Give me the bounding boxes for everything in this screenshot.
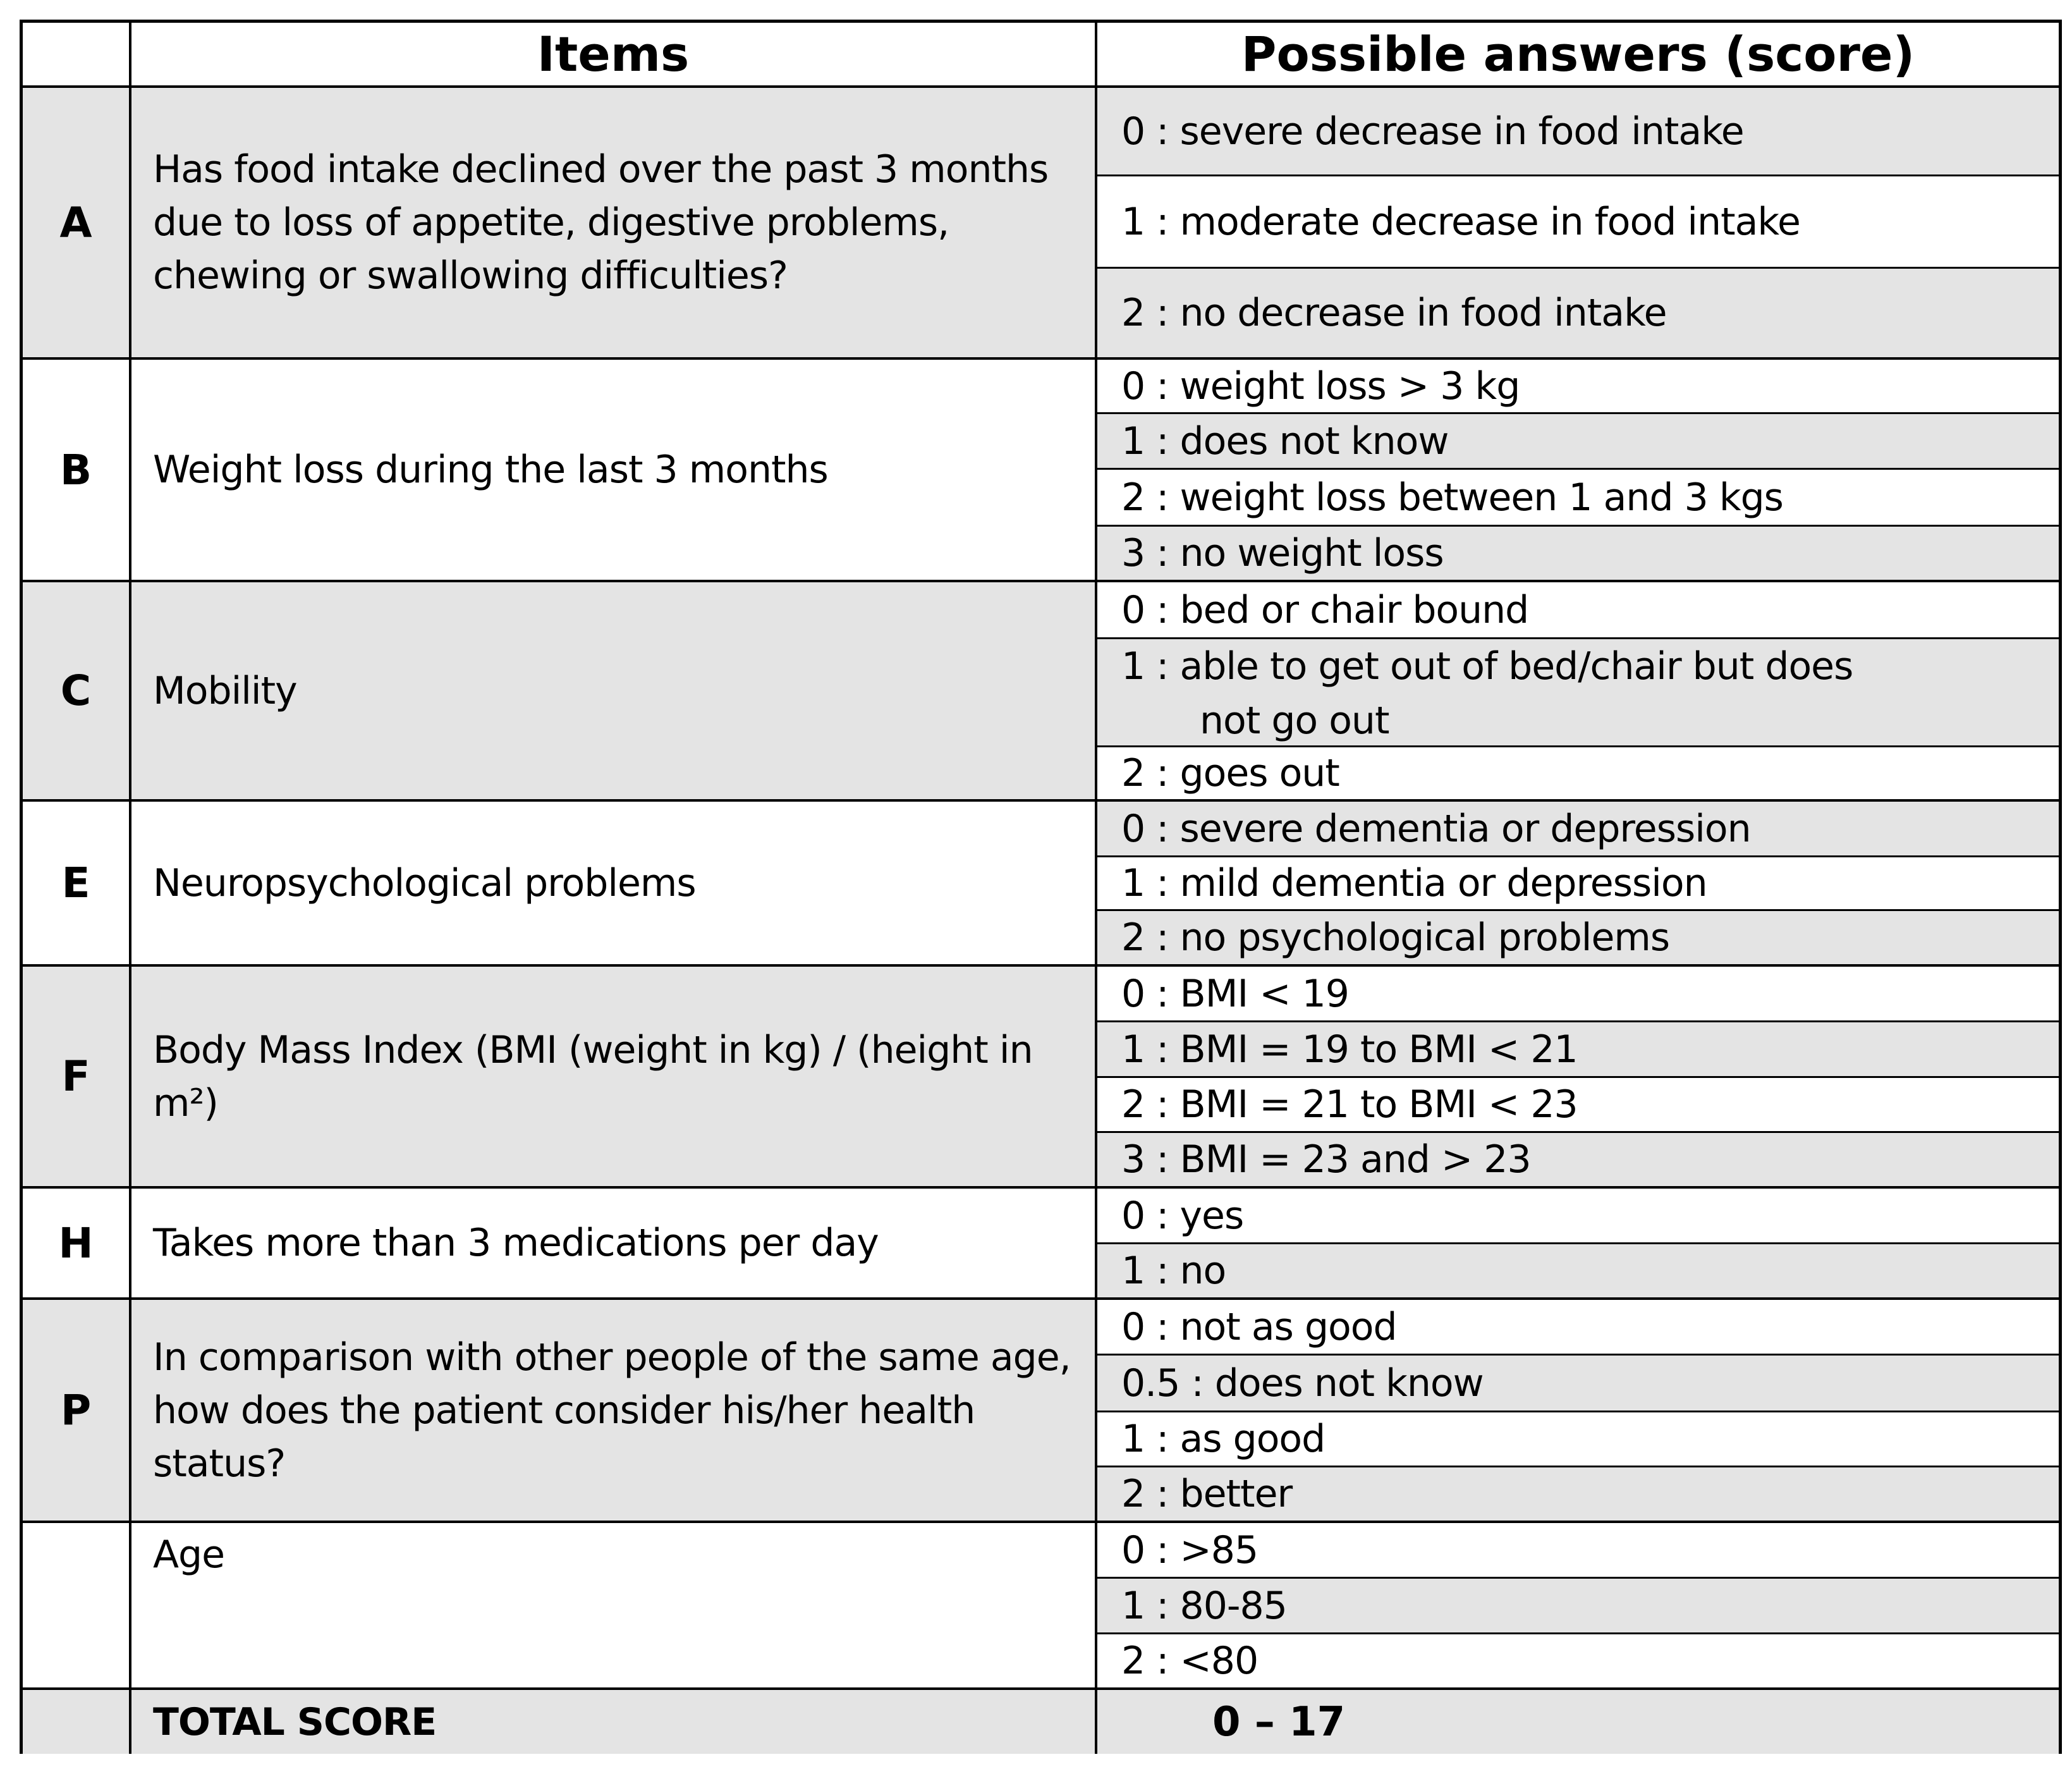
item-letter bbox=[23, 1523, 131, 1687]
item-letter: F bbox=[23, 967, 131, 1186]
item-question: Mobility bbox=[131, 582, 1097, 799]
answer-option: 2 : better bbox=[1097, 1467, 2059, 1521]
answer-option: 1 : moderate decrease in food intake bbox=[1097, 176, 2059, 269]
header-letter-cell bbox=[23, 23, 131, 85]
item-row-age bbox=[23, 1523, 2059, 1690]
answer-option: 0 : weight loss > 3 kg bbox=[1097, 360, 2059, 414]
answers-cell bbox=[1097, 1523, 2059, 1687]
item-question: Age bbox=[131, 1523, 1097, 1687]
total-label: TOTAL SCORE bbox=[131, 1690, 1097, 1754]
answer-option: 0 : BMI < 19 bbox=[1097, 967, 2059, 1022]
item-row-c bbox=[23, 582, 2059, 802]
answer-option: 1 : does not know bbox=[1097, 414, 2059, 470]
item-row-e bbox=[23, 802, 2059, 967]
header-row bbox=[23, 23, 2059, 88]
item-question: Weight loss during the last 3 months bbox=[131, 360, 1097, 580]
item-question: Neuropsychological problems bbox=[131, 802, 1097, 964]
answer-option: 0 : severe dementia or depression bbox=[1097, 802, 2059, 857]
answer-option: 2 : goes out bbox=[1097, 747, 2059, 799]
answer-option: 0 : yes bbox=[1097, 1189, 2059, 1244]
answers-cell bbox=[1097, 802, 2059, 964]
answer-option: 1 : no bbox=[1097, 1244, 2059, 1297]
answer-option: 3 : no weight loss bbox=[1097, 527, 2059, 580]
header-items: Items bbox=[131, 23, 1097, 85]
total-value: 0 – 17 bbox=[1097, 1690, 2059, 1754]
answer-option: 0 : not as good bbox=[1097, 1300, 2059, 1356]
answer-option: 1 : mild dementia or depression bbox=[1097, 857, 2059, 911]
answer-option bbox=[1097, 639, 2059, 747]
item-row-f bbox=[23, 967, 2059, 1189]
answers-cell bbox=[1097, 1189, 2059, 1297]
answer-option: 1 : BMI = 19 to BMI < 21 bbox=[1097, 1022, 2059, 1078]
answer-option: 0 : >85 bbox=[1097, 1523, 2059, 1579]
item-letter: B bbox=[23, 360, 131, 580]
item-letter: H bbox=[23, 1189, 131, 1297]
header-answers: Possible answers (score) bbox=[1097, 23, 2059, 85]
answer-option: 2 : BMI = 21 to BMI < 23 bbox=[1097, 1078, 2059, 1133]
answer-option: 3 : BMI = 23 and > 23 bbox=[1097, 1133, 2059, 1186]
answers-cell bbox=[1097, 582, 2059, 799]
item-row-a bbox=[23, 88, 2059, 360]
answer-option: 2 : no psychological problems bbox=[1097, 911, 2059, 964]
answers-cell bbox=[1097, 1300, 2059, 1521]
item-row-p bbox=[23, 1300, 2059, 1523]
answers-cell bbox=[1097, 967, 2059, 1186]
answer-option: 2 : <80 bbox=[1097, 1634, 2059, 1687]
answers-cell bbox=[1097, 88, 2059, 357]
item-question: Body Mass Index (BMI (weight in kg) / (height in m²) bbox=[131, 967, 1097, 1186]
answers-cell bbox=[1097, 360, 2059, 580]
total-letter-cell bbox=[23, 1690, 131, 1754]
total-row bbox=[23, 1690, 2059, 1754]
item-question: Has food intake declined over the past 3 months due to loss of appetite, digestive problems, chewing or swallowing difficulties? bbox=[131, 88, 1097, 357]
answer-option: 2 : no decrease in food intake bbox=[1097, 269, 2059, 357]
answer-option: 2 : weight loss between 1 and 3 kgs bbox=[1097, 470, 2059, 527]
item-row-b bbox=[23, 360, 2059, 582]
answer-option-continuation: not go out bbox=[1200, 699, 1389, 743]
item-question: In comparison with other people of the same age, how does the patient consider his/her health status? bbox=[131, 1300, 1097, 1521]
answer-option: 0.5 : does not know bbox=[1097, 1356, 2059, 1412]
answer-option: 0 : severe decrease in food intake bbox=[1097, 88, 2059, 176]
mna-score-table bbox=[20, 20, 2062, 1754]
item-letter: C bbox=[23, 582, 131, 799]
answer-option: 1 : as good bbox=[1097, 1412, 2059, 1467]
answer-option: 1 : 80-85 bbox=[1097, 1579, 2059, 1634]
item-letter: A bbox=[23, 88, 131, 357]
item-question: Takes more than 3 medications per day bbox=[131, 1189, 1097, 1297]
answer-option-text: 1 : able to get out of bed/chair but does bbox=[1121, 644, 1853, 689]
item-row-h bbox=[23, 1189, 2059, 1300]
answer-option: 0 : bed or chair bound bbox=[1097, 582, 2059, 639]
item-letter: E bbox=[23, 802, 131, 964]
item-letter: P bbox=[23, 1300, 131, 1521]
